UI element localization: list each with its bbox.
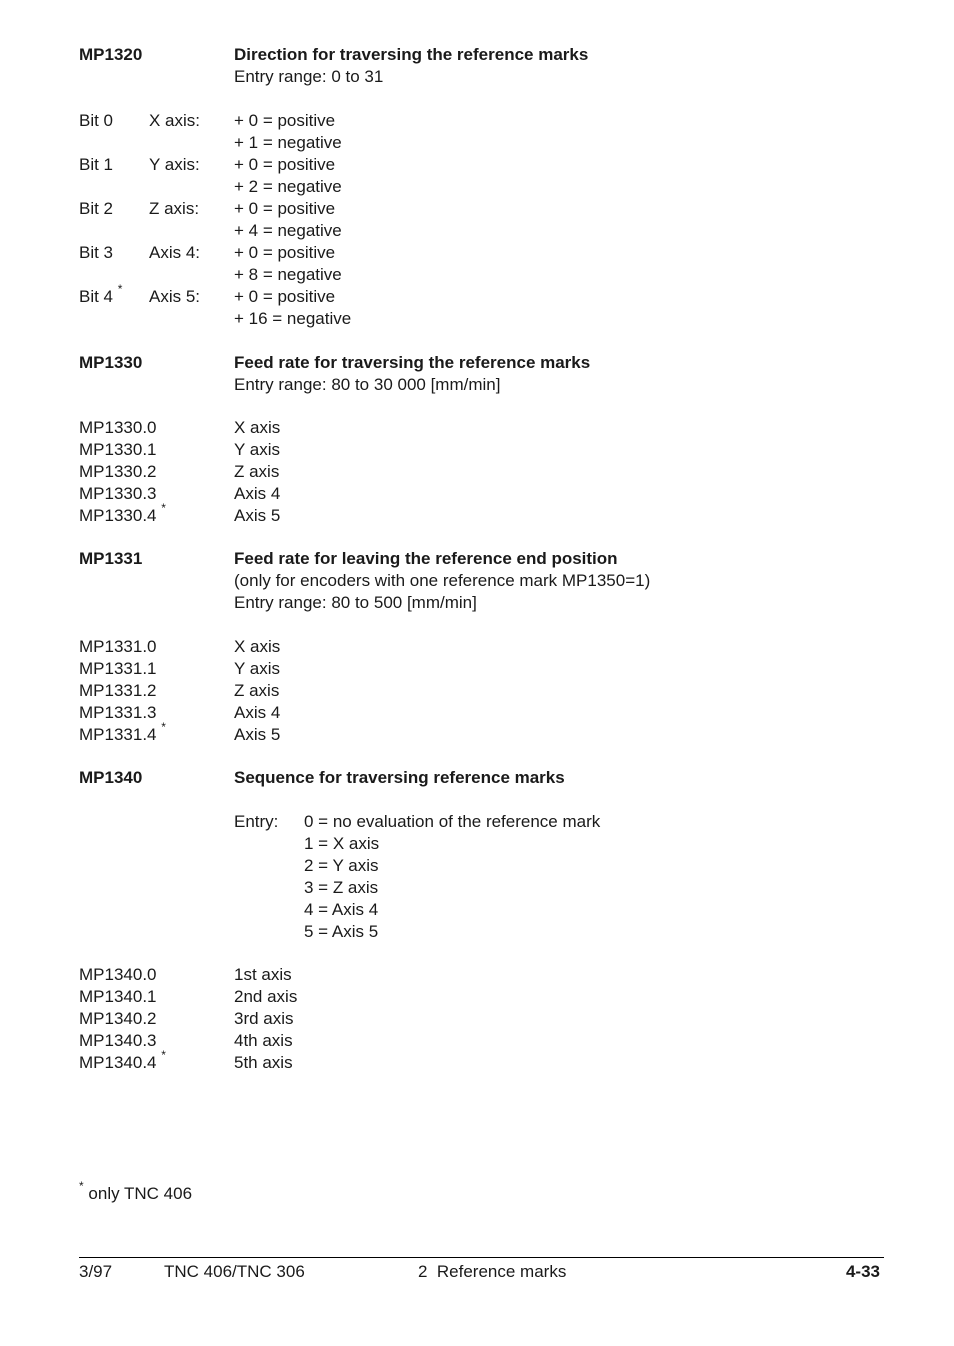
- footnote: * only TNC 406: [79, 1179, 193, 1203]
- footnote-marker: *: [161, 1048, 166, 1063]
- mp1340-title: Sequence for traversing reference marks: [234, 768, 565, 787]
- mp1331-id: MP1331: [79, 549, 143, 568]
- param-label: MP1331.2: [79, 681, 157, 700]
- bit-negative: + 16 = negative: [234, 309, 352, 328]
- bit-axis: Z axis:: [149, 199, 200, 218]
- bit-axis: Y axis:: [149, 155, 200, 174]
- bit-positive: + 0 = positive: [234, 287, 336, 306]
- param-axis: X axis: [234, 637, 281, 656]
- footer-date: 3/97: [79, 1262, 113, 1281]
- param-axis: Y axis: [234, 659, 280, 678]
- entry-option: 4 = Axis 4: [304, 900, 379, 919]
- param-axis: Axis 5: [234, 506, 281, 525]
- footer-chapter: 2 Reference marks: [418, 1262, 567, 1281]
- bit-negative: + 4 = negative: [234, 221, 342, 240]
- mp1331-title: Feed rate for leaving the reference end position: [234, 549, 618, 568]
- bit-negative: + 1 = negative: [234, 133, 342, 152]
- mp1330-id: MP1330: [79, 353, 143, 372]
- param-label: MP1330.3: [79, 484, 157, 503]
- bit-label: Bit 3: [79, 243, 114, 262]
- mp1330-range: Entry range: 80 to 30 000 [mm/min]: [234, 375, 501, 394]
- mp1320-title: Direction for traversing the reference marks: [234, 45, 589, 64]
- param-axis: Y axis: [234, 440, 280, 459]
- param-label: MP1330.0: [79, 418, 157, 437]
- param-label: MP1330.4 *: [79, 501, 166, 525]
- param-label: MP1331.0: [79, 637, 157, 656]
- bit-axis: Axis 5:: [149, 287, 201, 306]
- entry-option: 0 = no evaluation of the reference mark: [304, 812, 601, 831]
- param-label: MP1331.4 *: [79, 720, 166, 744]
- footnote-marker: *: [161, 501, 166, 516]
- bit-negative: + 8 = negative: [234, 265, 342, 284]
- bit-positive: + 0 = positive: [234, 111, 336, 130]
- param-label: MP1330.2: [79, 462, 157, 481]
- bit-positive: + 0 = positive: [234, 155, 336, 174]
- entry-label: Entry:: [234, 812, 279, 831]
- page-number: 4-33: [845, 1262, 880, 1281]
- param-label: MP1330.1: [79, 440, 157, 459]
- param-axis: Axis 4: [234, 484, 281, 503]
- param-axis: X axis: [234, 418, 281, 437]
- param-label: MP1340.3: [79, 1031, 157, 1050]
- mp1331-range: Entry range: 80 to 500 [mm/min]: [234, 593, 477, 612]
- bit-negative: + 2 = negative: [234, 177, 342, 196]
- footer-divider: [79, 1257, 884, 1258]
- mp1330-title: Feed rate for traversing the reference marks: [234, 353, 591, 372]
- bit-axis: Axis 4:: [149, 243, 201, 262]
- bit-axis: X axis:: [149, 111, 201, 130]
- mp1320-range: Entry range: 0 to 31: [234, 67, 384, 86]
- param-axis: 4th axis: [234, 1031, 293, 1050]
- mp1340-id: MP1340: [79, 768, 143, 787]
- param-label: MP1340.2: [79, 1009, 157, 1028]
- param-axis: Axis 5: [234, 725, 281, 744]
- param-label: MP1340.4 *: [79, 1048, 166, 1072]
- param-axis: Z axis: [234, 681, 280, 700]
- entry-option: 5 = Axis 5: [304, 922, 379, 941]
- bit-positive: + 0 = positive: [234, 199, 336, 218]
- bit-label: Bit 1: [79, 155, 114, 174]
- mp1331-note: (only for encoders with one reference mark MP1350=1): [234, 571, 651, 590]
- param-axis: 5th axis: [234, 1053, 293, 1072]
- param-axis: 2nd axis: [234, 987, 298, 1006]
- footnote-marker: *: [161, 720, 166, 735]
- entry-option: 3 = Z axis: [304, 878, 379, 897]
- footnote-marker: *: [117, 282, 123, 297]
- param-label: MP1340.1: [79, 987, 157, 1006]
- footnote-marker: *: [79, 1179, 84, 1194]
- footer-product: TNC 406/TNC 306: [164, 1262, 305, 1281]
- param-axis: Axis 4: [234, 703, 281, 722]
- entry-option: 1 = X axis: [304, 834, 380, 853]
- param-label: MP1331.3: [79, 703, 157, 722]
- param-label: MP1340.0: [79, 965, 157, 984]
- bit-label: Bit 0: [79, 111, 114, 130]
- param-label: MP1331.1: [79, 659, 157, 678]
- mp1320-id: MP1320: [79, 45, 143, 64]
- param-axis: Z axis: [234, 462, 280, 481]
- param-axis: 1st axis: [234, 965, 292, 984]
- bit-positive: + 0 = positive: [234, 243, 336, 262]
- param-axis: 3rd axis: [234, 1009, 294, 1028]
- bit-label: Bit 2: [79, 199, 114, 218]
- entry-option: 2 = Y axis: [304, 856, 379, 875]
- bit-label: Bit 4 *: [79, 282, 123, 306]
